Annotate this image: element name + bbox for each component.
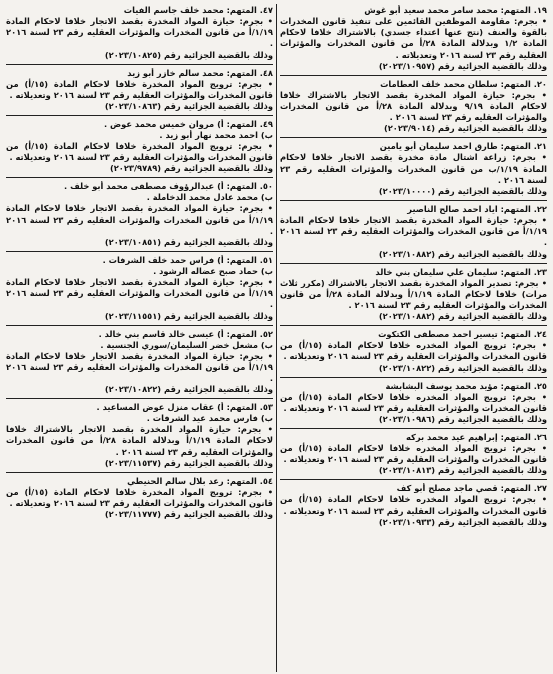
defendant-name: ٤٩. المتهم: أ) مروان خميس محمد عوض . <box>103 119 273 130</box>
case-number: وذلك بالقضية الجزائية رقم (٢٠٢٣/٩٧٨٩) <box>109 163 273 174</box>
defendant-name: ٤٨. المتهم: محمد سالم خازر أبو زيد <box>127 67 273 78</box>
defendant-entry <box>280 76 547 139</box>
left-column <box>3 2 276 674</box>
case-number: وذلك بالقضية الجزائية رقم (٢٠٢٣/١٠٩٨٦) <box>378 414 547 425</box>
case-number: وذلك بالقضية الجزائية رقم (٢٠٢٣/١١٥٥١) <box>104 310 273 321</box>
case-number: وذلك بالقضية الجزائية رقم (٢٠٢٣/١٠٨٥١) <box>104 237 273 248</box>
defendant-entry <box>6 116 273 178</box>
charge-text: • بجرم: حيازة المواد المخدرة بقصد الاتجار خلافا لاحكام المادة ١/١٩/أ من قانون المخدرات والمؤثرات العقليه رقم ٢٣ لسنة ٢٠١٦ . <box>6 350 273 384</box>
co-defendant-name: ب) محمد عادل محمد الدخاملة . <box>146 192 273 203</box>
case-number: وذلك بالقضية الجزائية رقم (٢٠٢٣/١٠٨٦٣) <box>104 101 273 112</box>
right-column <box>277 2 550 674</box>
defendant-entry <box>280 2 547 76</box>
defendant-entry <box>6 473 273 523</box>
charge-text: • بجرم: حيازة المواد المخدرة بقصد الاتجار خلافا لاحكام المادة ١/١٩/أ من قانون المخدرات والمؤثرات العقليه رقم ٢٣ لسنة ٢٠١٦ . <box>6 16 273 49</box>
charge-text: • بجرم: حيازة المواد المخدرة بقصد الاتجار بالاشتراك خلافا لاحكام المادة ٩/١٩ وبدلالة المادة ٢٨/أ من قانون المخدرات والمؤثرات العقليه رقم ٢٣ لسنة ٢٠١٦ . <box>280 89 547 123</box>
co-defendant-name: ب) حماد صبح عضاله الرشود . <box>153 266 273 277</box>
charge-text: • بجرم: حيازة المواد المخدرة بقصد الاتجار خلافا لاحكام المادة ١/١٩/أ من قانون المخدرات والمؤثرات العقليه رقم ٢٣ لسنة ٢٠١٦ . <box>280 215 547 248</box>
charge-text: • بجرم: مقاومة الموظفين القائمين على تنفيذ قانون المخدرات بالقوة والعنف (نتج عنها اعتداء جسدي) بالاشتراك خلافا لاحكام المادة ١/٢ وبدلالة المادة ٢٨/أ من قانون المخدرات والمؤثرات العقلية رقم ٢٣ لسنة ٢٠١٦ وتعديلاته . <box>280 16 547 60</box>
defendant-name: ٢٥. المتهم: مؤيد محمد يوسف البشابشة <box>385 380 547 391</box>
defendant-entry <box>280 480 547 530</box>
case-number: وذلك بالقضية الجزائية رقم (٢٠٢٣/١٠٠٠٠) <box>378 186 547 197</box>
defendant-entry <box>6 2 273 65</box>
defendant-entry <box>280 201 547 264</box>
defendant-name: ٥٢. المتهم: أ) عيسى خالد قاسم بني خالد . <box>98 328 273 339</box>
defendant-name: ٢١. المتهم: طارق احمد سليمان أبو يامين <box>379 141 547 152</box>
charge-text: • بجرم: ترويج المواد المخدرة خلافا لاحكام المادة (١٥/أ) من قانون المخدرات والمؤثرات العقلية رقم ٢٣ لسنة ٢٠١٦ وتعديلاته . <box>6 78 273 100</box>
defendant-entry <box>6 399 273 473</box>
charge-text: • بجرم: ترويج المواد المخدرة خلافا لاحكام المادة (١٥/أ) من قانون المخدرات والمؤثرات العقلية رقم ٢٣ لسنة ٢٠١٦ وتعديلاته . <box>6 486 273 509</box>
case-number: وذلك بالقضية الجزائية رقم (٢٠٢٣/١٠٨٨٢) <box>378 248 547 259</box>
defendant-entry <box>6 178 273 252</box>
defendant-entry <box>6 65 273 116</box>
case-number: وذلك بالقضية الجزائية رقم (٢٠٢٣/١٠٨٢٢) <box>378 362 547 373</box>
charge-text: • بجرم: تصدير المواد المخدرة بقصد الاتجار بالاشتراك (مكرر ثلاث مرات) خلافا لاحكام المادة ١/١٩/أ وبدلالة المادة ٢٨/أ من قانون المخدرات والمؤثرات العقليه رقم ٢٣ لسنة ٢٠١٦ . <box>280 277 548 311</box>
charge-text: • بجرم: حيازة المواد المخدرة بقصد الاتجار بالاشتراك خلافا لاحكام المادة ١/١٩/أ وبدلالة المادة ٢٨/أ من قانون المخدرات والمؤثرات العقليه رقم ٢٣ لسنة ٢٠١٦ . <box>6 424 273 457</box>
case-number: وذلك بالقضية الجزائية رقم (٢٠٢٣/١٠٩٣٣) <box>378 516 547 527</box>
defendant-entry <box>280 429 547 480</box>
charge-text: • بجرم: ترويج المواد المخدره خلافا لاحكام المادة (١٥/أ) من قانون المخدرات والمؤثرات العقلية رقم ٢٣ لسنة ٢٠١٦ وتعديلاته . <box>280 443 547 465</box>
defendant-entry <box>6 326 273 400</box>
defendant-entry <box>280 378 547 429</box>
case-number: وذلك بالقضية الجزائية رقم (٢٠٢٣/١٠٨٨٢) <box>378 311 547 322</box>
defendant-name: ٢٦. المتهم: إبراهيم عيد محمد بركه <box>405 432 547 443</box>
defendant-entry <box>6 252 273 326</box>
defendant-name: ٥٤. المتهم: رعد بلال سالم الحنيطي <box>127 475 273 486</box>
charge-text: • بجرم: زراعة اشتال مادة مخدرة بقصد الاتجار خلافا لاحكام المادة ١/١٩/ب من قانون المخدرات والمؤثرات العقليه رقم ٢٣ لسنة ٢٠١٦ . <box>280 152 547 185</box>
case-number: وذلك بالقضية الجزائية رقم (٢٠٢٣/١١٧٧٧) <box>104 509 273 520</box>
defendant-name: ٥٣. المتهم: أ) عقاب منزل عوض المساعيد . <box>96 402 273 413</box>
defendant-entry <box>280 326 547 377</box>
case-number: وذلك بالقضية الجزائية رقم (٢٠٢٣/١٠٨٢٥) <box>104 49 273 60</box>
defendant-entry <box>280 138 547 201</box>
co-defendant-name: ب) فارس محمد عيد الشرفات . <box>146 413 273 424</box>
charge-text: • بجرم: ترويج المواد المخدره خلافا لاحكام المادة (١٥/أ) من قانون المخدرات والمؤثرات العقلية رقم ٢٣ لسنة ٢٠١٦ وتعديلاته . <box>280 391 547 413</box>
case-number: وذلك بالقضية الجزائية رقم (٢٠٢٣/١٠٨١٣) <box>378 465 547 476</box>
defendant-entry <box>280 264 547 327</box>
charge-text: • بجرم: ترويج المواد المخدره خلافا لاحكام المادة (١٥/أ) من قانون المخدرات والمؤثرات العقلية رقم ٢٣ لسنة ٢٠١٦ وتعديلاته . <box>280 340 547 362</box>
case-number: وذلك بالقضية الجزائية رقم (٢٠٢٣/١٠٩٥٧) <box>378 60 547 71</box>
defendant-name: ٥١. المتهم: أ) فراس حمد خلف الشرفات . <box>102 255 273 266</box>
defendant-name: ٤٧. المتهم: محمد خلف جاسم الفيات <box>123 5 273 15</box>
defendant-name: ١٩. المتهم: محمد سامر محمد سعيد أبو غوش <box>364 5 547 15</box>
co-defendant-name: ب) مشعل خضر السليمان/سوري الجنسية . <box>100 339 273 350</box>
co-defendant-name: ب) احمد محمد نهار أبو زيد . <box>159 130 273 141</box>
defendant-name: ٢٢. المتهم: اياد احمد صالح الناصير <box>407 204 547 215</box>
defendant-name: ٢٠. المتهم: سلطان محمد خلف العطامات <box>380 78 547 89</box>
defendant-name: ٢٧. المتهم: قصي ماجد مصلح أبو كف <box>396 483 547 494</box>
defendant-name: ٢٤. المتهم: تيسير احمد مصطفى الكتكوت <box>378 329 547 340</box>
defendant-name: ٥٠. المتهم: أ) عبدالرؤوف مصطفى محمد أبو خلف . <box>64 181 273 192</box>
column-divider <box>276 4 277 672</box>
case-number: وذلك بالقضية الجزائية رقم (٢٠٢٣/٩٠١٤) <box>383 123 547 134</box>
case-number: وذلك بالقضية الجزائية رقم (٢٠٢٣/١٠٨٢٢) <box>104 384 273 395</box>
case-number: وذلك بالقضية الجزائية رقم (٢٠٢٣/١١٥٣٧) <box>104 457 273 468</box>
charge-text: • بجرم: حيازة المواد المخدرة بقصد الاتجار خلافا لاحكام المادة ١/١٩/أ من قانون المخدرات والمؤثرات العقليه رقم ٢٣ لسنة ٢٠١٦ . <box>6 203 273 236</box>
defendant-name: ٢٣. المتهم: سليمان علي سليمان بني خالد <box>375 266 547 277</box>
charge-text: • بجرم: ترويج المواد المخدرة خلافا لاحكام المادة (١٥/أ) من قانون المخدرات والمؤثرات العقلية رقم ٢٣ لسنة ٢٠١٦ وتعديلاته . <box>6 141 273 163</box>
charge-text: • بجرم: ترويج المواد المخدره خلافا لاحكام المادة (١٥/أ) من قانون المخدرات والمؤثرات العقلية رقم ٢٣ لسنة ٢٠١٦ وتعديلاته . <box>280 494 547 516</box>
charge-text: • بجرم: حيازة المواد المخدرة بقصد الاتجار خلافا لاحكام المادة ١/١٩/أ من قانون المخدرات والمؤثرات العقليه رقم ٢٣ لسنة ٢٠١٦ . <box>6 277 273 310</box>
